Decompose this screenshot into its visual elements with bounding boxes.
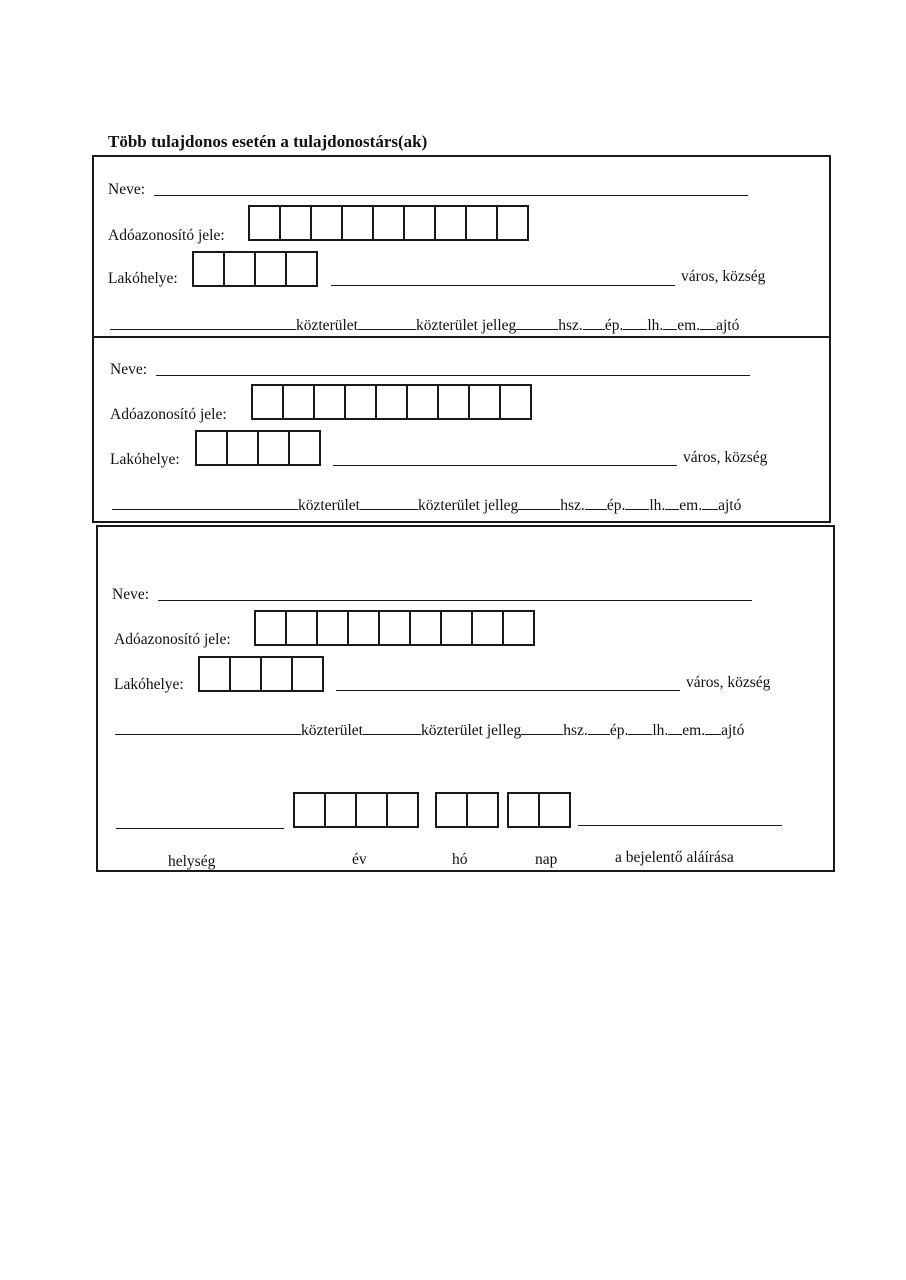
lh-label: lh. <box>652 722 669 739</box>
year-cell[interactable] <box>324 792 357 828</box>
day-cell[interactable] <box>507 792 540 828</box>
street-type-line[interactable] <box>360 493 418 510</box>
kozterulet-jelleg-label: közterület jelleg <box>415 317 517 334</box>
tax-id-cell[interactable] <box>285 610 318 646</box>
tax-id-cell[interactable] <box>409 610 442 646</box>
kozterulet-label: közterület <box>298 497 360 514</box>
name-line[interactable] <box>156 375 750 376</box>
staircase-line[interactable] <box>628 718 652 735</box>
tax-id-cell[interactable] <box>282 384 315 420</box>
postcode-cell[interactable] <box>226 430 259 466</box>
tax-id-cell[interactable] <box>341 205 374 241</box>
door-line[interactable] <box>702 493 718 510</box>
signature-line[interactable] <box>578 825 782 826</box>
tax-id-label: Adóazonosító jele: <box>110 406 227 423</box>
hsz-label: hsz. <box>560 497 585 514</box>
ep-label: ép. <box>606 497 626 514</box>
em-label: em. <box>679 497 703 514</box>
postcode-cell[interactable] <box>223 251 256 287</box>
tax-id-cell[interactable] <box>406 384 439 420</box>
tax-id-cell[interactable] <box>344 384 377 420</box>
tax-id-cell[interactable] <box>279 205 312 241</box>
year-cell[interactable] <box>386 792 419 828</box>
residence-label: Lakóhelye: <box>108 270 178 287</box>
tax-id-cell[interactable] <box>440 610 473 646</box>
month-cell[interactable] <box>435 792 468 828</box>
day-boxes[interactable] <box>507 792 571 828</box>
street-name-line[interactable] <box>112 493 298 510</box>
hsz-label: hsz. <box>563 722 588 739</box>
staircase-line[interactable] <box>625 493 649 510</box>
postcode-boxes[interactable] <box>192 251 318 287</box>
city-label: város, község <box>686 674 771 691</box>
tax-id-cell[interactable] <box>468 384 501 420</box>
postcode-cell[interactable] <box>229 656 262 692</box>
name-label: Neve: <box>108 181 146 198</box>
lh-label: lh. <box>649 497 666 514</box>
tax-id-cell[interactable] <box>316 610 349 646</box>
month-boxes[interactable] <box>435 792 499 828</box>
year-label: év <box>352 851 367 868</box>
street-type-line[interactable] <box>363 718 421 735</box>
tax-id-cell[interactable] <box>313 384 346 420</box>
tax-id-cell[interactable] <box>465 205 498 241</box>
floor-line[interactable] <box>665 493 679 510</box>
tax-id-cell[interactable] <box>347 610 380 646</box>
tax-id-cell[interactable] <box>310 205 343 241</box>
tax-id-boxes[interactable] <box>251 384 532 420</box>
postcode-cell[interactable] <box>285 251 318 287</box>
lh-label: lh. <box>647 317 664 334</box>
tax-id-label: Adóazonosító jele: <box>114 631 231 648</box>
postcode-boxes[interactable] <box>198 656 324 692</box>
tax-id-cell[interactable] <box>496 205 529 241</box>
postcode-boxes[interactable] <box>195 430 321 466</box>
postcode-cell[interactable] <box>254 251 287 287</box>
postcode-cell[interactable] <box>195 430 228 466</box>
kozterulet-label: közterület <box>301 722 363 739</box>
name-label: Neve: <box>110 361 148 378</box>
postcode-cell[interactable] <box>260 656 293 692</box>
house-number-line[interactable] <box>521 718 563 735</box>
city-line[interactable] <box>336 690 680 691</box>
staircase-line[interactable] <box>623 313 647 330</box>
tax-id-label: Adóazonosító jele: <box>108 227 225 244</box>
name-line[interactable] <box>158 600 752 601</box>
address-row <box>110 313 739 336</box>
tax-id-cell[interactable] <box>403 205 436 241</box>
residence-label: Lakóhelye: <box>114 676 184 693</box>
building-line[interactable] <box>585 493 607 510</box>
city-line[interactable] <box>333 465 677 466</box>
hsz-label: hsz. <box>558 317 583 334</box>
tax-id-cell[interactable] <box>499 384 532 420</box>
day-label: nap <box>535 851 558 868</box>
tax-id-cell[interactable] <box>502 610 535 646</box>
tax-id-boxes[interactable] <box>248 205 529 241</box>
postcode-cell[interactable] <box>288 430 321 466</box>
name-line[interactable] <box>154 195 748 196</box>
street-name-line[interactable] <box>115 718 301 735</box>
kozterulet-label: közterület <box>296 317 358 334</box>
tax-id-cell[interactable] <box>254 610 287 646</box>
door-line[interactable] <box>700 313 716 330</box>
ep-label: ép. <box>609 722 629 739</box>
tax-id-cell[interactable] <box>471 610 504 646</box>
month-label: hó <box>452 851 468 868</box>
postcode-cell[interactable] <box>198 656 231 692</box>
building-line[interactable] <box>583 313 605 330</box>
month-cell[interactable] <box>466 792 499 828</box>
signature-label: a bejelentő aláírása <box>615 849 734 866</box>
em-label: em. <box>677 317 701 334</box>
floor-line[interactable] <box>668 718 682 735</box>
tax-id-cell[interactable] <box>378 610 411 646</box>
city-label: város, község <box>681 268 766 285</box>
tax-id-cell[interactable] <box>375 384 408 420</box>
tax-id-cell[interactable] <box>434 205 467 241</box>
city-line[interactable] <box>331 285 675 286</box>
address-row <box>112 493 741 516</box>
kozterulet-jelleg-label: közterület jelleg <box>417 497 519 514</box>
year-boxes[interactable] <box>293 792 419 828</box>
owner-block-1 <box>92 155 831 338</box>
building-line[interactable] <box>588 718 610 735</box>
year-cell[interactable] <box>293 792 326 828</box>
street-type-line[interactable] <box>358 313 416 330</box>
floor-line[interactable] <box>663 313 677 330</box>
tax-id-cell[interactable] <box>248 205 281 241</box>
ep-label: ép. <box>604 317 624 334</box>
tax-id-cell[interactable] <box>437 384 470 420</box>
ajto-label: ajtó <box>721 722 745 739</box>
year-cell[interactable] <box>355 792 388 828</box>
place-line[interactable] <box>116 828 284 829</box>
city-label: város, község <box>683 449 768 466</box>
house-number-line[interactable] <box>516 313 558 330</box>
address-row <box>115 718 744 741</box>
day-cell[interactable] <box>538 792 571 828</box>
place-label: helység <box>168 853 216 870</box>
house-number-line[interactable] <box>518 493 560 510</box>
tax-id-cell[interactable] <box>372 205 405 241</box>
name-label: Neve: <box>112 586 150 603</box>
postcode-cell[interactable] <box>257 430 290 466</box>
tax-id-boxes[interactable] <box>254 610 535 646</box>
em-label: em. <box>682 722 706 739</box>
ajto-label: ajtó <box>716 317 740 334</box>
ajto-label: ajtó <box>718 497 742 514</box>
postcode-cell[interactable] <box>192 251 225 287</box>
postcode-cell[interactable] <box>291 656 324 692</box>
section-title: Több tulajdonos esetén a tulajdonostárs(ak) <box>108 132 428 151</box>
residence-label: Lakóhelye: <box>110 451 180 468</box>
street-name-line[interactable] <box>110 313 296 330</box>
tax-id-cell[interactable] <box>251 384 284 420</box>
door-line[interactable] <box>705 718 721 735</box>
kozterulet-jelleg-label: közterület jelleg <box>420 722 522 739</box>
